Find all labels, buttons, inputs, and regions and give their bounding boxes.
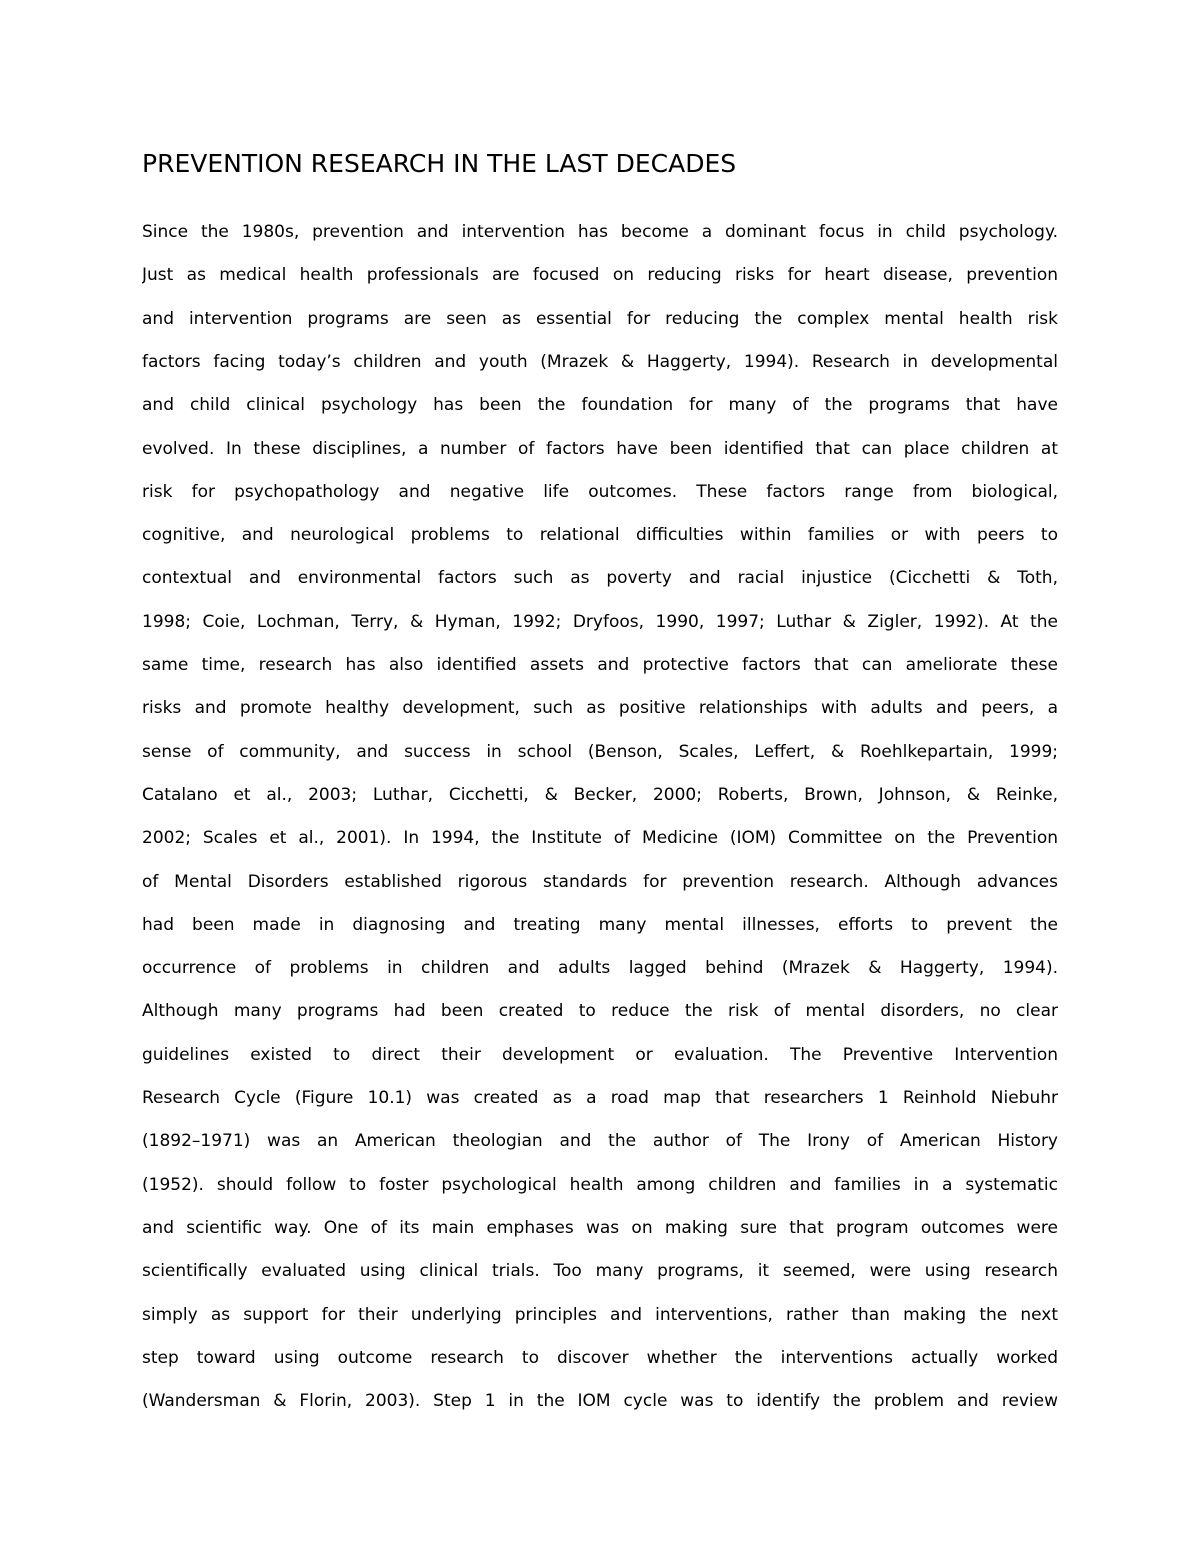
body-line: Although many programs had been created to reduce the risk of mental disorders, no clear — [142, 1001, 1058, 1022]
document-title: PREVENTION RESEARCH IN THE LAST DECADES — [142, 149, 737, 178]
body-line: Since the 1980s, prevention and intervention has become a dominant focus in child psychology. — [142, 222, 1058, 242]
body-line: and child clinical psychology has been the foundation for many of the programs that have — [142, 395, 1058, 416]
body-line: and intervention programs are seen as essential for reducing the complex mental health risk — [142, 308, 1058, 329]
body-line: Catalano et al., 2003; Luthar, Cicchetti, & Becker, 2000; Roberts, Brown, Johnson, & Reinke, — [142, 784, 1058, 805]
body-line: 2002; Scales et al., 2001). In 1994, the Institute of Medicine (IOM) Committee on the Prevention — [142, 828, 1058, 849]
body-line: occurrence of problems in children and adults lagged behind (Mrazek & Haggerty, 1994). — [142, 958, 1058, 979]
body-line: scientifically evaluated using clinical trials. Too many programs, it seemed, were using research — [142, 1261, 1058, 1282]
body-line: 1998; Coie, Lochman, Terry, & Hyman, 1992; Dryfoos, 1990, 1997; Luthar & Zigler, 1992). At the — [142, 611, 1058, 632]
body-line: (Wandersman & Florin, 2003). Step 1 in the IOM cycle was to identify the problem and review — [142, 1391, 1058, 1412]
body-line: had been made in diagnosing and treating many mental illnesses, efforts to prevent the — [142, 914, 1058, 935]
body-line: (1952). should follow to foster psychological health among children and families in a systematic — [142, 1174, 1058, 1195]
body-line: guidelines existed to direct their development or evaluation. The Preventive Intervention — [142, 1044, 1058, 1065]
body-line: same time, research has also identified assets and protective factors that can ameliorate these — [142, 655, 1058, 675]
body-line: simply as support for their underlying principles and interventions, rather than making the next — [142, 1304, 1058, 1325]
body-line: evolved. In these disciplines, a number of factors have been identified that can place children at — [142, 438, 1058, 459]
body-line: (1892–1971) was an American theologian and the author of The Irony of American History — [142, 1131, 1058, 1152]
body-line: Just as medical health professionals are focused on reducing risks for heart disease, prevention — [142, 265, 1058, 286]
body-line: risks and promote healthy development, such as positive relationships with adults and peers, a — [142, 698, 1058, 719]
body-line: Research Cycle (Figure 10.1) was created as a road map that researchers 1 Reinhold Niebuhr — [142, 1088, 1058, 1108]
body-line: contextual and environmental factors such as poverty and racial injustice (Cicchetti & Toth, — [142, 568, 1058, 589]
body-line: sense of community, and success in school (Benson, Scales, Leffert, & Roehlkepartain, 1999; — [142, 741, 1058, 762]
body-line: and scientific way. One of its main emphases was on making sure that program outcomes were — [142, 1217, 1058, 1238]
body-line: cognitive, and neurological problems to relational difficulties within families or with peers to — [142, 525, 1058, 546]
body-line: of Mental Disorders established rigorous standards for prevention research. Although advances — [142, 871, 1058, 892]
body-line: risk for psychopathology and negative life outcomes. These factors range from biological, — [142, 481, 1058, 502]
body-line: step toward using outcome research to discover whether the interventions actually worked — [142, 1347, 1058, 1368]
body-line: factors facing today’s children and youth (Mrazek & Haggerty, 1994). Research in developmental — [142, 351, 1058, 372]
